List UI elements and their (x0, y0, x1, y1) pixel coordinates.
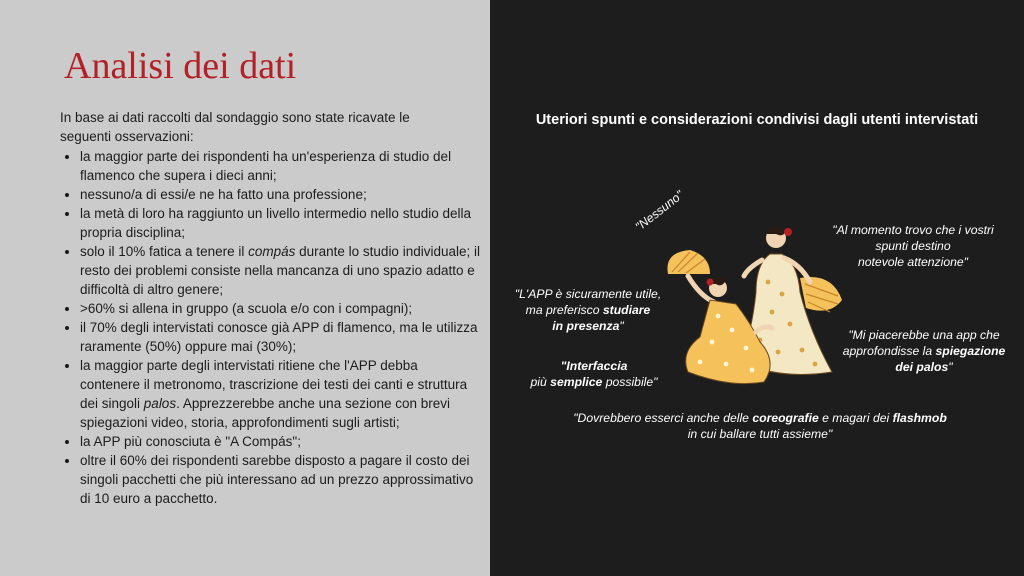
list-item: • il 70% degli intervistati conosce già APP di flamenco, ma le utilizza raramente (50%) oppure mai (30%); (80, 318, 480, 356)
quote-mi-piacerebbe: "Mi piacerebbe una app che approfondisse la spiegazione dei palos" (842, 328, 1006, 374)
quote-app-utile: "L'APP è sicuramente utile, ma preferisco studiare in presenza" (514, 287, 662, 333)
list-item: • la maggior parte dei rispondenti ha un'esperienza di studio del flamenco che supera i dieci anni; (80, 147, 480, 185)
list-item: • la metà di loro ha raggiunto un livello intermedio nello studio della propria disciplina; (80, 204, 480, 242)
intro-text: In base ai dati raccolti dal sondaggio sono state ricavate le seguenti osservazioni: (60, 110, 410, 144)
observations-list (62, 147, 480, 508)
quote-al-momento: "Al momento trovo che i vostri spunti destino notevole attenzione" (832, 223, 994, 269)
list-item: • nessuno/a di essi/e ne ha fatto una professione; (80, 185, 480, 204)
quote-nessuno: "Nessuno" (632, 187, 686, 234)
quote-dovrebbero: "Dovrebbero esserci anche delle coreografie e magari dei flashmob in cui ballare tutti assieme" (573, 411, 947, 441)
list-item: • la maggior parte degli intervistati ritiene che l'APP debba contenere il metronomo, trascrizione dei testi dei canti e struttura dei singoli palos. Apprezzerebbe anche una sezione con brevi spiegazioni video, storia, approfondimenti sugli artisti; (80, 356, 480, 432)
quote-interfaccia: "Interfaccia più semplice possibile" (530, 359, 658, 389)
list-item: • la APP più conosciuta è "A Compás"; (80, 432, 480, 451)
list-item: • oltre il 60% dei rispondenti sarebbe disposto a pagare il costo dei singoli pacchetti che più interessano ad un prezzo approssimativo di 10 euro a pacchetto. (80, 451, 480, 508)
hair-flower-icon (784, 228, 792, 236)
list-item: • >60% si allena in gruppo (a scuola e/o con i compagni); (80, 299, 480, 318)
section-title: Uteriori spunti e considerazioni condivisi dagli utenti intervistati (535, 112, 979, 128)
right-fan-icon (800, 277, 842, 312)
left-fan-icon (667, 250, 710, 274)
list-item: • solo il 10% fatica a tenere il compás durante lo studio individuale; il resto dei problemi consiste nella mancanza di uno spazio adatto e difficoltà di altro genere; (80, 242, 480, 299)
flamenco-dancers-illustration (660, 212, 850, 397)
left-panel (0, 0, 490, 576)
page-title: Analisi dei dati (64, 45, 297, 87)
